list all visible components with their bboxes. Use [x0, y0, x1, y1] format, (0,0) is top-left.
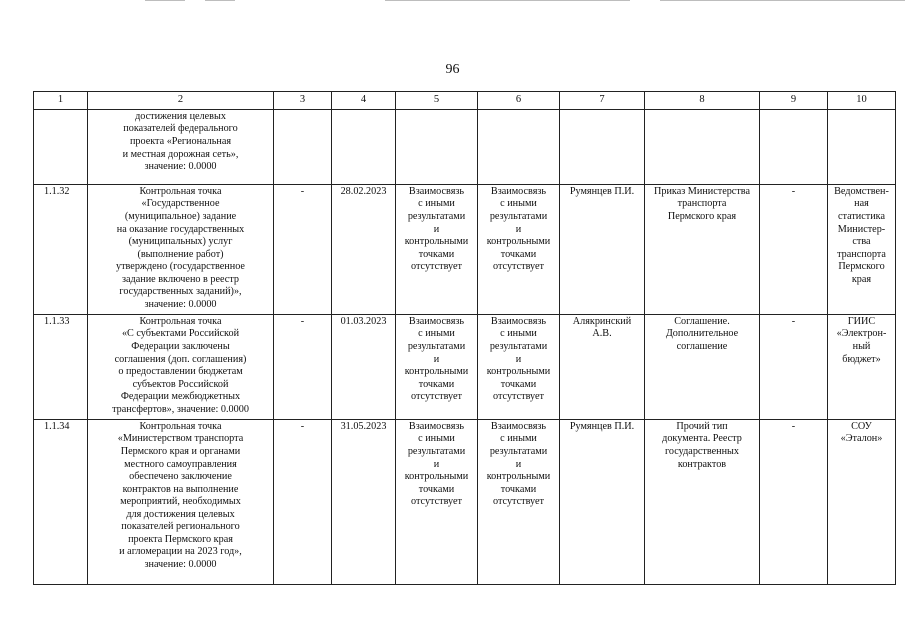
- cell-line: государственных: [665, 446, 739, 457]
- header-cell: 10: [828, 92, 896, 110]
- cell-line: контрольными: [486, 471, 551, 483]
- cell-due-date: 01.03.2023: [332, 314, 396, 419]
- header-cell: 6: [478, 92, 560, 110]
- cell-line: документа. Реестр: [662, 433, 742, 445]
- cell-line: Приказ Министерства: [654, 185, 750, 197]
- cell-line: Федерации заключены: [131, 341, 230, 352]
- header-cell: 3: [274, 92, 332, 110]
- cell-col-9: -: [760, 184, 828, 314]
- cell-line: задание включено в реестр: [122, 273, 239, 285]
- cell-link-results: [396, 419, 478, 584]
- cell-line: отсутствует: [493, 496, 544, 508]
- cell-line: контрольными: [486, 366, 551, 378]
- cell-line: и: [433, 353, 440, 365]
- cell-line: Пермского: [838, 261, 885, 273]
- cell-line: Контрольная точка: [139, 315, 222, 327]
- cell-row-number: 1.1.33: [34, 314, 88, 419]
- cell-link-control-points: [478, 419, 560, 584]
- header-row: [34, 92, 896, 110]
- cell-information-system: [828, 184, 896, 314]
- cell-line: проекта «Региональная: [129, 136, 232, 147]
- cell-line: и: [433, 223, 440, 235]
- cell-line: Федерации межбюджетных: [120, 391, 241, 403]
- cell-line: для достижения целевых: [126, 508, 235, 520]
- cell-line: показателей федерального: [123, 123, 238, 135]
- cell-line: местного самоуправления: [124, 458, 237, 470]
- cell-line: значение: 0.0000: [144, 161, 217, 173]
- cell-col-3: [274, 109, 332, 184]
- cell-line: трансфертов», значение: 0.0000: [112, 403, 249, 415]
- cell-line: Ведомствен-: [834, 185, 889, 197]
- cell-line: контрактов на выполнение: [122, 483, 239, 495]
- cell-line: и: [515, 223, 522, 235]
- cell-line: Взаимосвязь: [490, 185, 547, 197]
- cell-line: Пермского края: [667, 211, 737, 222]
- cell-control-point-name: [88, 419, 274, 584]
- cell-line: «С субъектами Российской: [121, 328, 240, 340]
- cell-due-date: 31.05.2023: [332, 419, 396, 584]
- cell-document-type: [645, 184, 760, 314]
- cell-line: достижения целевых: [135, 110, 226, 122]
- cell-line: утверждено (государственное: [116, 261, 245, 273]
- cell-line: статистика: [837, 211, 885, 222]
- cell-line: и: [515, 353, 522, 365]
- cell-line: отсутствует: [411, 496, 462, 508]
- cell-line: соглашение: [676, 341, 728, 352]
- cell-link-results: [396, 109, 478, 184]
- cell-line: с иными: [418, 433, 455, 445]
- cell-col-9: [760, 109, 828, 184]
- control-points-table: [33, 91, 896, 585]
- header-cell: 7: [560, 92, 645, 110]
- cell-row-number: [34, 109, 88, 184]
- cell-line: обеспечено заключение: [129, 471, 232, 483]
- cell-line: точками: [418, 483, 455, 495]
- cell-col-3: -: [274, 184, 332, 314]
- cell-due-date: 28.02.2023: [332, 184, 396, 314]
- cell-line: Контрольная точка: [139, 420, 222, 432]
- header-cell: 5: [396, 92, 478, 110]
- cell-line: отсутствует: [493, 261, 544, 273]
- cell-line: отсутствует: [411, 391, 462, 403]
- cell-line: Контрольная точка: [139, 185, 222, 197]
- cell-line: точками: [418, 248, 455, 260]
- cell-information-system: [828, 109, 896, 184]
- cell-col-9: -: [760, 419, 828, 584]
- cell-line: с иными: [418, 328, 455, 340]
- cell-line: результатами: [489, 446, 548, 457]
- cell-line: Прочий тип: [676, 420, 728, 432]
- cell-line: точками: [418, 378, 455, 390]
- cell-line: «Эталон»: [840, 433, 883, 445]
- cell-line: СОУ: [851, 420, 872, 432]
- cell-line: «Министерством транспорта: [117, 433, 244, 445]
- cell-col-3: -: [274, 419, 332, 584]
- cell-line: и: [433, 458, 440, 470]
- cell-responsible-person: Румянцев П.И.: [560, 184, 645, 314]
- header-cell: 9: [760, 92, 828, 110]
- cell-line: результатами: [407, 446, 466, 457]
- header-cell: 8: [645, 92, 760, 110]
- cell-line: результатами: [489, 341, 548, 352]
- cell-line: значение: 0.0000: [144, 298, 217, 310]
- cell-line: контрольными: [404, 471, 469, 483]
- cell-responsible-person: [560, 314, 645, 419]
- cell-information-system: [828, 314, 896, 419]
- cell-line: «Государственное: [141, 198, 220, 210]
- cell-link-results: [396, 184, 478, 314]
- cell-line: контрольными: [486, 236, 551, 248]
- page-number: 96: [445, 62, 460, 77]
- cell-line: показателей регионального: [121, 521, 240, 533]
- cell-line: точками: [500, 378, 537, 390]
- cell-line: (муниципальное) задание: [124, 211, 237, 222]
- cell-col-9: -: [760, 314, 828, 419]
- table-row: [34, 109, 896, 184]
- cell-line: Взаимосвязь: [408, 185, 465, 197]
- cell-line: результатами: [407, 341, 466, 352]
- cell-line: точками: [500, 483, 537, 495]
- cell-line: ГИИС: [847, 315, 876, 327]
- cell-line: бюджет»: [842, 353, 881, 365]
- cell-line: соглашения (доп. соглашения): [114, 353, 247, 365]
- cell-line: ства: [852, 236, 871, 248]
- cell-link-results: [396, 314, 478, 419]
- cell-document-type: [645, 419, 760, 584]
- cell-line: мероприятий, необходимых: [120, 496, 241, 508]
- cell-line: с иными: [500, 328, 537, 340]
- cell-line: субъектов Российской: [132, 378, 229, 390]
- cell-control-point-name: [88, 109, 274, 184]
- cell-control-point-name: [88, 314, 274, 419]
- cell-line: Пермского края и органами: [120, 446, 241, 457]
- cell-line: Взаимосвязь: [408, 420, 465, 432]
- cell-line: ная: [854, 198, 869, 210]
- cell-line: результатами: [489, 211, 548, 222]
- scan-top-edge: [0, 0, 905, 3]
- cell-line: (выполнение работ): [137, 248, 224, 260]
- cell-line: ный: [852, 341, 871, 352]
- cell-col-3: -: [274, 314, 332, 419]
- header-cell: 2: [88, 92, 274, 110]
- cell-line: транспорта: [677, 198, 727, 210]
- cell-line: контрактов: [677, 458, 727, 470]
- cell-line: Взаимосвязь: [490, 420, 547, 432]
- cell-line: значение: 0.0000: [144, 558, 217, 570]
- cell-link-control-points: [478, 109, 560, 184]
- cell-line: точками: [500, 248, 537, 260]
- cell-link-control-points: [478, 184, 560, 314]
- cell-line: и: [515, 458, 522, 470]
- cell-line: контрольными: [404, 366, 469, 378]
- cell-line: государственных заданий)»,: [119, 286, 242, 298]
- cell-document-type: [645, 314, 760, 419]
- cell-line: на оказание государственных: [116, 223, 245, 235]
- cell-line: с иными: [500, 198, 537, 210]
- cell-control-point-name: [88, 184, 274, 314]
- cell-line: контрольными: [404, 236, 469, 248]
- cell-line: с иными: [418, 198, 455, 210]
- table-body: [34, 109, 896, 584]
- table-row: [34, 184, 896, 314]
- cell-line: «Электрон-: [836, 328, 887, 340]
- cell-line: отсутствует: [411, 261, 462, 273]
- cell-line: и местная дорожная сеть»,: [122, 148, 239, 160]
- header-cell: 1: [34, 92, 88, 110]
- cell-line: Взаимосвязь: [490, 315, 547, 327]
- cell-row-number: 1.1.34: [34, 419, 88, 584]
- cell-line: и агломерации на 2023 год»,: [119, 546, 242, 558]
- cell-line: Соглашение.: [674, 315, 730, 327]
- cell-line: Дополнительное: [665, 328, 739, 340]
- header-cell: 4: [332, 92, 396, 110]
- cell-document-type: [645, 109, 760, 184]
- table-row: [34, 419, 896, 584]
- table-row: [34, 314, 896, 419]
- cell-row-number: 1.1.32: [34, 184, 88, 314]
- cell-line: (муниципальных) услуг: [128, 236, 233, 248]
- cell-line: края: [851, 273, 872, 285]
- cell-responsible-person: Румянцев П.И.: [560, 419, 645, 584]
- cell-line: проекта Пермского края: [128, 533, 233, 545]
- cell-line: результатами: [407, 211, 466, 222]
- cell-line: А.В.: [592, 328, 612, 340]
- cell-line: транспорта: [837, 248, 886, 260]
- cell-line: Министер-: [837, 223, 886, 235]
- cell-responsible-person: [560, 109, 645, 184]
- cell-information-system: [828, 419, 896, 584]
- cell-due-date: [332, 109, 396, 184]
- cell-line: Взаимосвязь: [408, 315, 465, 327]
- cell-link-control-points: [478, 314, 560, 419]
- cell-line: Алякринский: [572, 315, 632, 327]
- cell-line: с иными: [500, 433, 537, 445]
- cell-line: о предоставлении бюджетам: [118, 366, 243, 378]
- cell-line: отсутствует: [493, 391, 544, 403]
